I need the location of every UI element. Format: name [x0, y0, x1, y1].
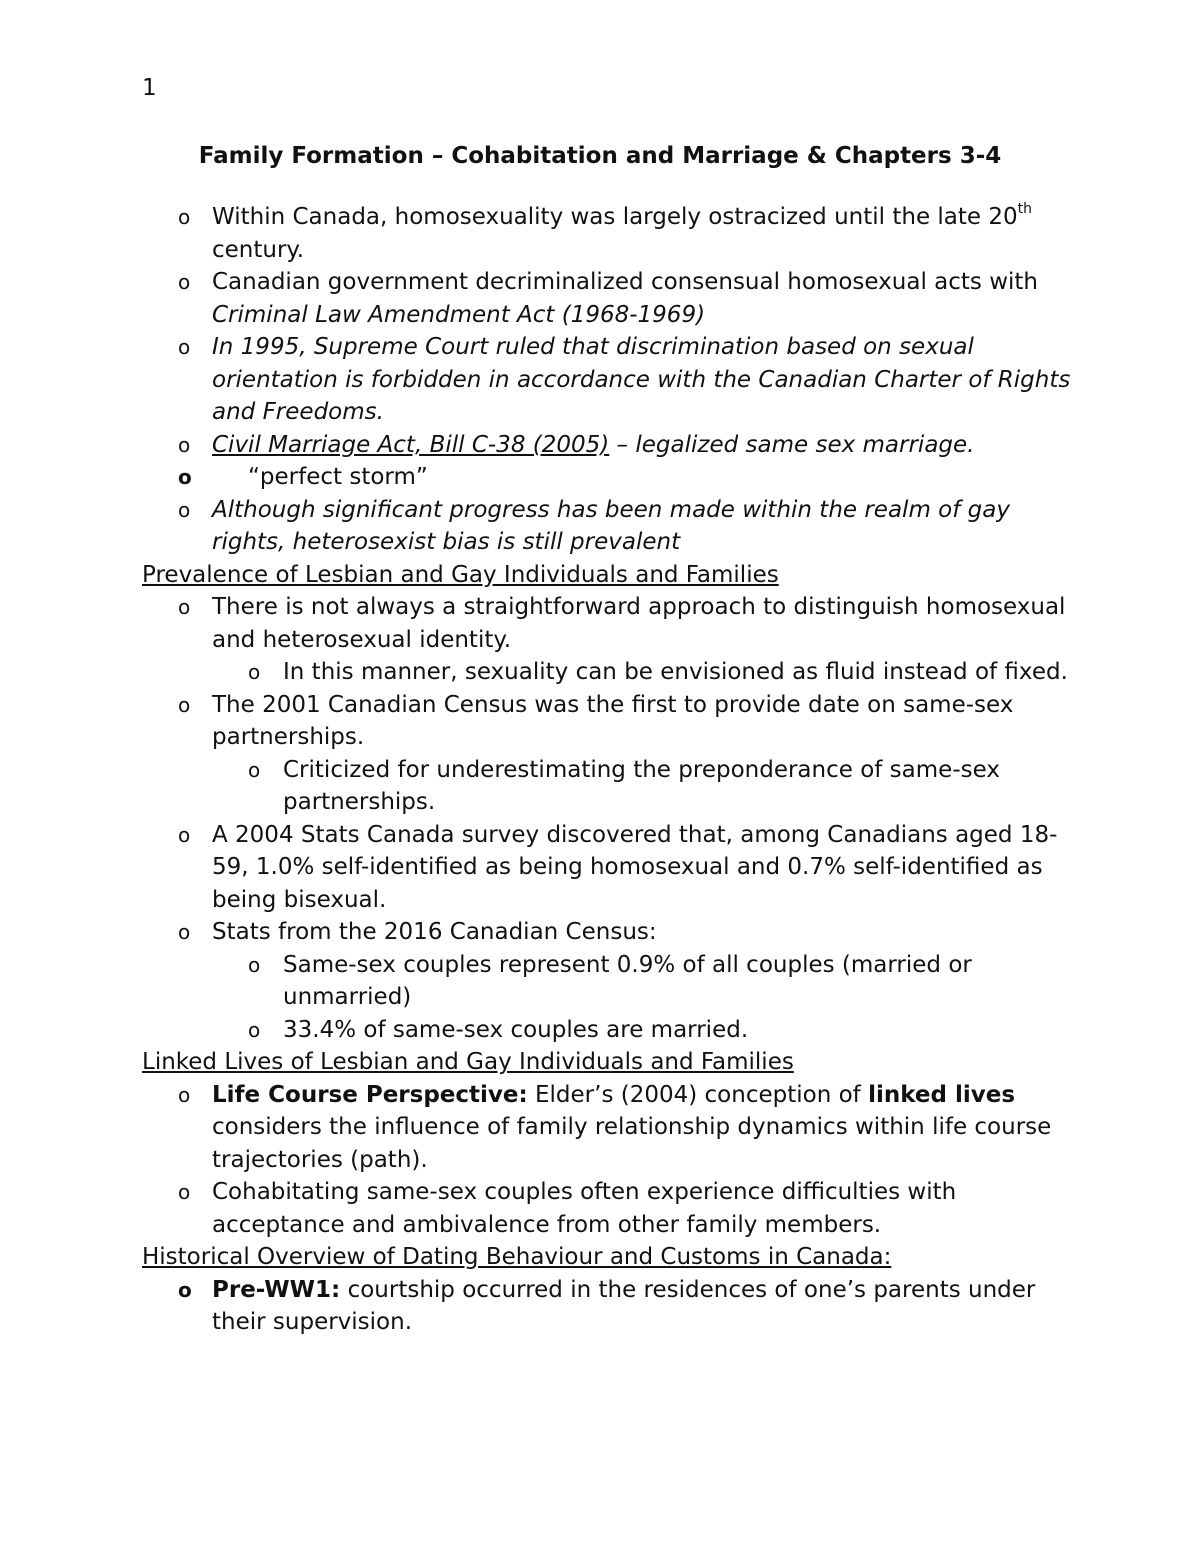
hollow-bullet-icon: o — [178, 205, 191, 229]
hollow-bullet-icon: o — [248, 757, 261, 782]
list-item-text: Cohabitating same-sex couples often experience difficulties with acceptance and ambivalence from other family members. — [212, 1179, 957, 1238]
hollow-bullet-icon: o — [248, 660, 261, 684]
list-item-text: Same-sex couples represent 0.9% of all couples (married or unmarried) — [283, 951, 972, 1010]
hollow-bullet-icon: o — [178, 692, 191, 717]
superscript: th — [1017, 201, 1033, 218]
hollow-bullet-icon: o — [178, 335, 191, 359]
list-item-text: Criticized for underestimating the preponderance of same-sex partnerships. — [283, 756, 1000, 815]
document-title: Family Formation – Cohabitation and Marriage & Chapters 3-4 — [198, 143, 1002, 169]
list-item — [142, 1274, 1072, 1339]
list-item — [142, 1079, 1072, 1177]
list-item-text: – legalized same sex marriage. — [609, 431, 975, 458]
list-item — [142, 331, 1072, 429]
hollow-bullet-icon: o — [178, 1082, 191, 1107]
list-item — [142, 461, 1072, 494]
list-item-text: “perfect storm” — [248, 464, 428, 490]
list-item — [142, 266, 1072, 331]
list-item-text: In this manner, sexuality can be envisioned as fluid instead of fixed. — [283, 659, 1068, 685]
hollow-bullet-icon: o — [178, 432, 191, 457]
list-item — [142, 754, 1072, 819]
list-item-text: In 1995, Supreme Court ruled that discrimination based on sexual orientation is forbidden in accordance with the Canadian Charter of Rights and Freedoms. — [212, 334, 1071, 425]
section-heading-linked-lives: Linked Lives of Lesbian and Gay Individuals and Families — [142, 1049, 794, 1075]
list-item-text: Canadian government decriminalized consensual homosexual acts with — [212, 269, 1038, 295]
hollow-bullet-icon: o — [178, 1180, 191, 1204]
list-item-text: Stats from the 2016 Canadian Census: — [212, 919, 657, 945]
list-item-text: Although significant progress has been made within the realm of gay rights, heterosexist bias is still prevalent — [212, 496, 1010, 555]
list-item-text: A 2004 Stats Canada survey discovered that, among Canadians aged 18-59, 1.0% self-identified as being homosexual and 0.7% self-identified as being bisexual. — [212, 821, 1058, 913]
section-heading-history: Historical Overview of Dating Behaviour and Customs in Canada: — [142, 1244, 892, 1270]
list-item — [142, 429, 1072, 462]
document-body — [142, 201, 1072, 1339]
act-name: Civil Marriage Act, Bill C-38 (2005) — [212, 431, 610, 458]
list-item-text: 33.4% of same-sex couples are married. — [283, 1016, 749, 1043]
list-item — [142, 201, 1072, 266]
bold-hollow-bullet-icon: o — [178, 465, 192, 489]
term: Life Course Perspective: — [212, 1081, 528, 1108]
list-item — [142, 1014, 1072, 1047]
list-item-text: Elder’s (2004) conception of — [527, 1081, 869, 1108]
list-item-text: Within Canada, homosexuality was largely ostracized until the late 20 — [212, 204, 1018, 230]
list-item — [142, 494, 1072, 559]
list-item-text: The 2001 Canadian Census was the first to provide date on same-sex partnerships. — [212, 691, 1014, 750]
list-item-text: considers the influence of family relationship dynamics within life course trajectories (path). — [212, 1114, 1052, 1173]
term: Pre-WW1: — [212, 1276, 341, 1303]
list-item-text: courtship occurred in the residences of one’s parents under their supervision. — [212, 1276, 1036, 1335]
list-item — [142, 656, 1072, 689]
list-item — [142, 591, 1072, 656]
list-item — [142, 1176, 1072, 1241]
bold-hollow-bullet-icon: o — [178, 1277, 192, 1302]
act-name: Criminal Law Amendment Act (1968-1969) — [212, 301, 706, 328]
hollow-bullet-icon: o — [178, 822, 191, 847]
page-number: 1 — [142, 75, 157, 101]
term: linked lives — [868, 1081, 1016, 1108]
list-item — [142, 916, 1072, 949]
hollow-bullet-icon: o — [178, 497, 191, 522]
list-item-text: There is not always a straightforward approach to distinguish homosexual and heterosexual identity. — [212, 594, 1066, 653]
list-item — [142, 689, 1072, 754]
hollow-bullet-icon: o — [248, 952, 261, 977]
list-item — [142, 819, 1072, 917]
hollow-bullet-icon: o — [248, 1017, 261, 1042]
section-heading-prevalence: Prevalence of Lesbian and Gay Individuals and Families — [142, 561, 779, 588]
hollow-bullet-icon: o — [178, 595, 191, 619]
hollow-bullet-icon: o — [178, 920, 191, 944]
list-item-text: century. — [212, 236, 305, 263]
hollow-bullet-icon: o — [178, 270, 191, 294]
list-item — [142, 949, 1072, 1014]
